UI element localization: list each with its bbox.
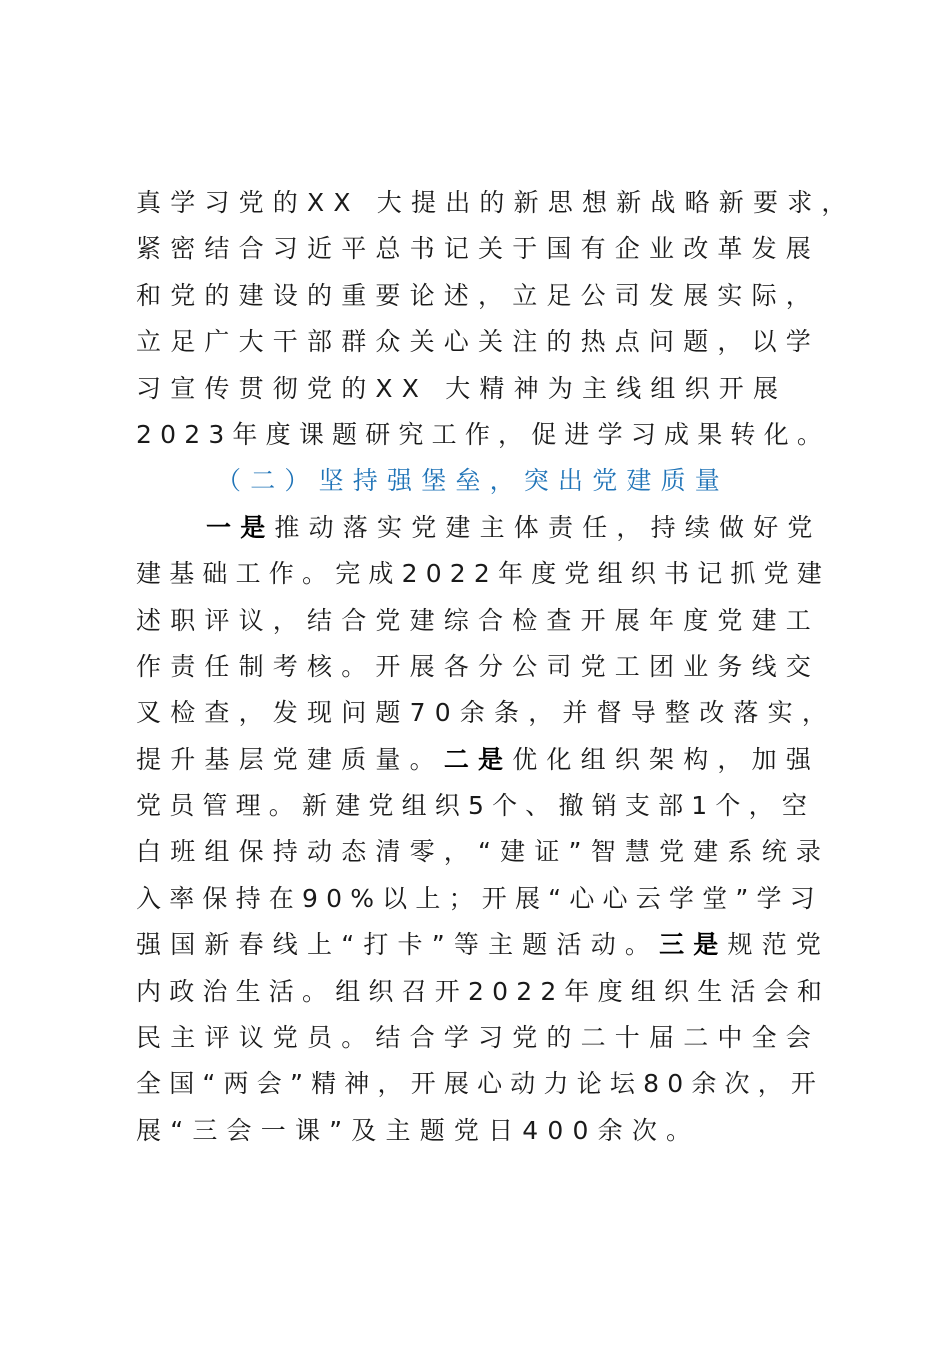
section-heading: （二）坚持强堡垒，突出党建质量: [216, 466, 730, 496]
line-text: 规范党: [727, 930, 831, 960]
line-text: 推动落实党建主体责任，持续做好党: [274, 512, 822, 542]
bold-marker: 一是: [206, 512, 275, 542]
paragraph-line: 民主评议党员。结合学习党的二十届二中全会: [136, 1023, 821, 1053]
paragraph-line: [136, 737, 836, 783]
document-body: [136, 180, 856, 1154]
paragraph-line: 建基础工作。完成2022年度党组织书记抓党建: [136, 559, 831, 589]
paragraph-line: 叉检查，发现问题70余条，并督导整改落实，: [136, 698, 837, 728]
paragraph-line: 述职评议，结合党建综合检查开展年度党建工: [136, 605, 821, 635]
paragraph-line: 内政治生活。组织召开2022年度组织生活会和: [136, 976, 831, 1006]
paragraph-line: 真学习党的XX 大提出的新思想新战略新要求，: [136, 188, 856, 217]
paragraph-line: [136, 922, 836, 968]
paragraph-line: 立足广大干部群众关心关注的热点问题，以学: [136, 327, 821, 357]
bold-marker: 二是: [443, 744, 513, 774]
paragraph-line: 和党的建设的重要论述，立足公司发展实际，: [136, 280, 821, 310]
paragraph-line: 紧密结合习近平总书记关于国有企业改革发展: [136, 234, 821, 264]
paragraph-line: 入率保持在90%以上；开展“心心云学堂”学习: [136, 883, 823, 913]
paragraph-line: 展“三会一课”及主题党日400余次。: [136, 1115, 701, 1145]
paragraph-line: [136, 505, 836, 551]
paragraph-line: 习宣传贯彻党的XX 大精神为主线组织开展: [136, 373, 788, 403]
paragraph-line: 作责任制考核。开展各分公司党工团业务线交: [136, 651, 821, 681]
paragraph-line: 党员管理。新建党组织5个、撤销支部1个，空: [136, 791, 816, 821]
bold-marker: 三是: [659, 930, 728, 960]
paragraph-line: 全国“两会”精神，开展心动力论坛80余次，开: [136, 1069, 825, 1099]
paragraph-line: 2023年度课题研究工作，促进学习成果转化。: [136, 419, 831, 449]
line-text: 强国新春线上“打卡”等主题活动。: [136, 930, 660, 960]
paragraph-line: 白班组保持动态清零，“建证”智慧党建系统录: [136, 837, 831, 867]
line-text: 优化组织架构，加强: [512, 744, 821, 774]
line-text: 提升基层党建质量。: [136, 744, 444, 774]
